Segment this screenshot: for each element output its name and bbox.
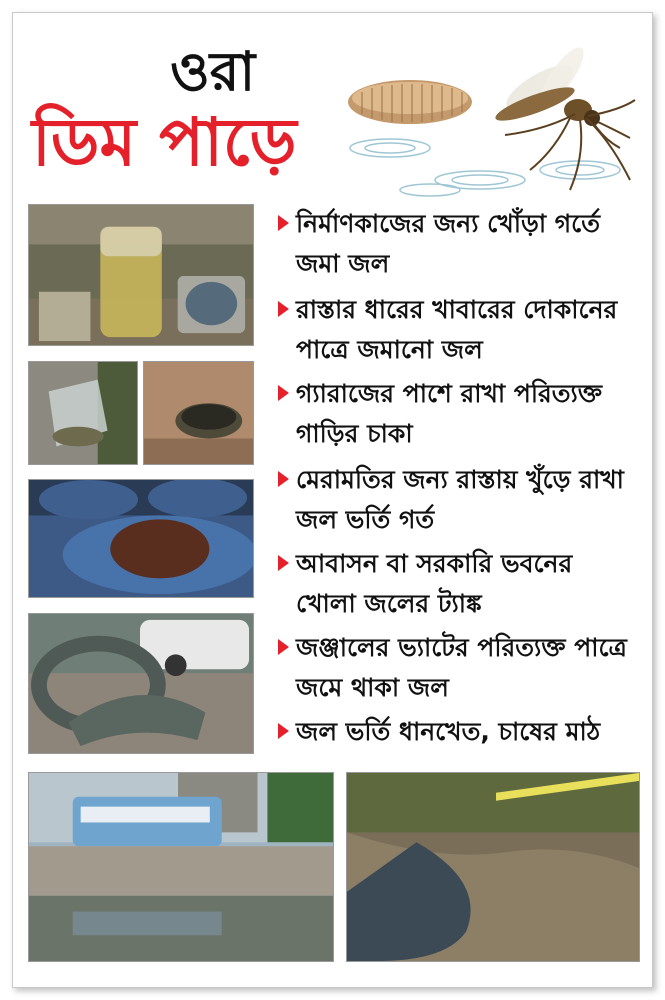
red-arrow-icon	[278, 471, 289, 487]
list-item-text: জঞ্জালের ভ্যাটের পরিত্যক্ত পাত্রে জমে থাকা জল	[296, 633, 627, 702]
red-arrow-icon	[278, 639, 289, 655]
egg-raft	[348, 80, 472, 124]
list-item-text: নির্মাণকাজের জন্য খোঁড়া গর্তে জমা জল	[296, 209, 600, 278]
list-item-text: আবাসন বা সরকারি ভবনের খোলা জলের ট্যাঙ্ক	[296, 549, 573, 618]
list-item-text: রাস্তার ধারের খাবারের দোকানের পাত্রে জমানো জল	[296, 295, 618, 364]
list-item-text: জল ভর্তি ধানখেত, চাষের মাঠ	[296, 717, 601, 746]
red-arrow-icon	[278, 215, 289, 231]
list-item-text: মেরামতির জন্য রাস্তায় খুঁড়ে রাখা জল ভর্তি গর্ত	[296, 465, 624, 534]
red-arrow-icon	[278, 723, 289, 739]
photo-stall-bowl	[143, 361, 254, 465]
photo-bus-water	[28, 772, 334, 962]
photo-garbage-tyre	[28, 613, 254, 754]
red-arrow-icon	[278, 385, 289, 401]
title-line-1: ওরা	[170, 40, 256, 103]
red-arrow-icon	[278, 301, 289, 317]
mosquito-illustration	[330, 30, 640, 210]
title-line-2: ডিম পাড়ে	[32, 104, 297, 181]
photo-construction-jar	[28, 204, 254, 346]
red-arrow-icon	[278, 555, 289, 571]
mosquito	[492, 42, 635, 190]
list-item-text: গ্যারাজের পাশে রাখা পরিত্যক্ত গাড়ির চাকা	[296, 379, 603, 448]
photo-tyre-tank	[28, 479, 254, 598]
photo-waterlogged-field	[346, 772, 640, 962]
photo-stall-cup	[28, 361, 138, 465]
